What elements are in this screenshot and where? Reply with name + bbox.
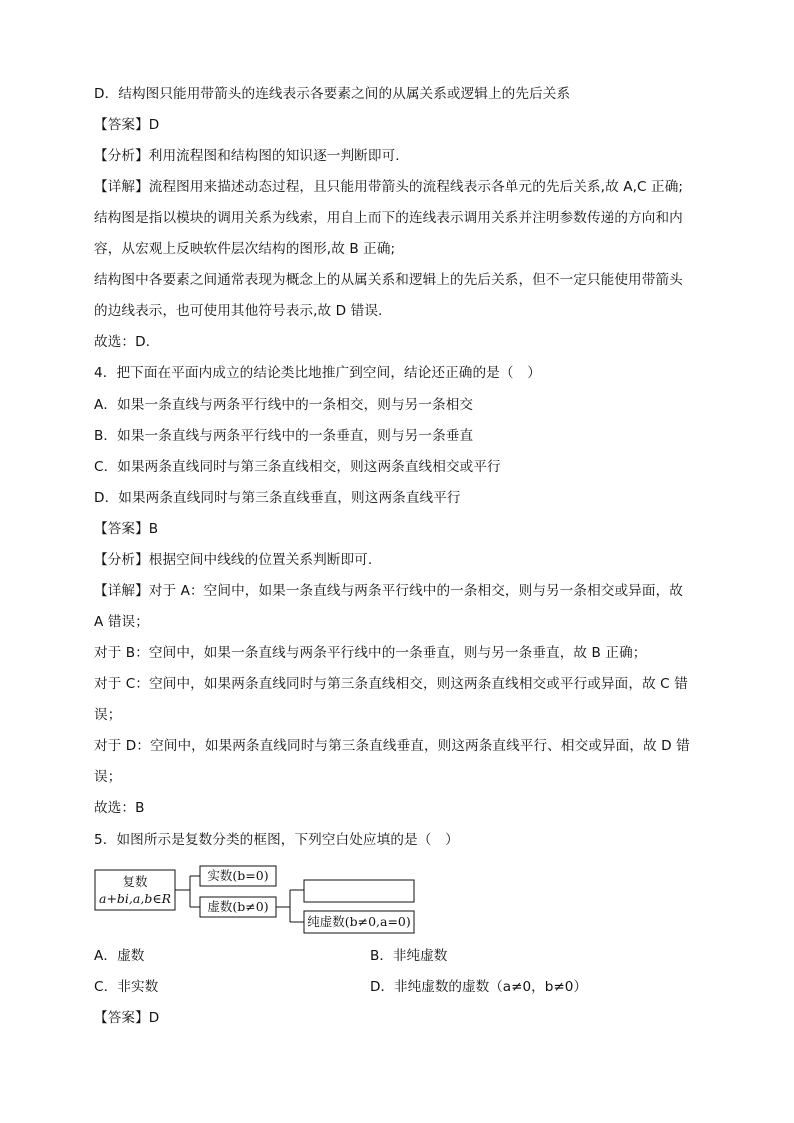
analysis-q3: 【分析】利用流程图和结构图的知识逐一判断即可. (94, 148, 400, 164)
q4-option-a: A．如果一条直线与两条平行线中的一条相交，则与另一条相交 (94, 397, 474, 413)
q4-option-d: D．如果两条直线同时与第三条直线垂直，则这两条直线平行 (94, 490, 461, 506)
answer-q5: 【答案】D (94, 1010, 160, 1026)
answer-q4: 【答案】B (94, 521, 159, 537)
q5-option-a: A．虚数 (94, 948, 145, 964)
explanation-q4-line1: 【详解】对于 A：空间中，如果一条直线与两条平行线中的一条相交，则与另一条相交或异面，故 (94, 583, 683, 599)
complex-formula: a+bi,a,b∈R (99, 891, 171, 906)
explanation-q3-line4: 结构图中各要素之间通常表现为概念上的从属关系和逻辑上的先后关系，但不一定只能使用带箭头 (94, 272, 683, 288)
explanation-q4-line3: 对于 B：空间中，如果一条直线与两条平行线中的一条垂直，则与另一条垂直，故 B 正确； (94, 645, 647, 661)
explanation-q3-line1: 【详解】流程图用来描述动态过程，且只能用带箭头的流程线表示各单元的先后关系,故 A,C 正确; (94, 179, 684, 195)
explanation-q4-line5: 误； (94, 707, 122, 723)
q5-option-b: B．非纯虚数 (370, 948, 448, 964)
choice-q4: 故选：B (94, 800, 145, 816)
explanation-q4-line4: 对于 C：空间中，如果两条直线同时与第三条直线相交，则这两条直线相交或平行或异面，故 C 错 (94, 676, 688, 692)
explanation-q4-line7: 误； (94, 769, 122, 785)
answer-q3: 【答案】D (94, 117, 160, 133)
explanation-q4-line6: 对于 D：空间中，如果两条直线同时与第三条直线垂直，则这两条直线平行、相交或异面，故 D 错 (94, 738, 690, 754)
explanation-q3-line2: 结构图是指以模块的调用关系为线索，用自上而下的连线表示调用关系并注明参数传递的方向和内 (94, 210, 683, 226)
analysis-q4: 【分析】根据空间中线线的位置关系判断即可. (94, 552, 373, 568)
complex-label: 复数 (122, 874, 148, 889)
question-5: 5．如图所示是复数分类的框图，下列空白处应填的是（ ） (94, 832, 459, 848)
option-d-text-q3: D．结构图只能用带箭头的连线表示各要素之间的从属关系或逻辑上的先后关系 (94, 86, 571, 102)
choice-q3: 故选：D. (94, 334, 151, 350)
q5-option-d: D．非纯虚数的虚数（a≠0，b≠0） (370, 979, 588, 995)
complex-number-diagram (94, 860, 424, 938)
explanation-q3-line3: 容，从宏观上反映软件层次结构的图形,故 B 正确; (94, 241, 396, 257)
pure-imaginary-label: 纯虚数(b≠0,a=0) (307, 914, 411, 929)
explanation-q4-line2: A 错误； (94, 614, 149, 630)
q4-option-c: C．如果两条直线同时与第三条直线相交，则这两条直线相交或平行 (94, 459, 501, 475)
blank-box (304, 880, 414, 902)
q4-option-b: B．如果一条直线与两条平行线中的一条垂直，则与另一条垂直 (94, 428, 474, 444)
q5-option-c: C．非实数 (94, 979, 159, 995)
explanation-q3-line5: 的边线表示，也可使用其他符号表示,故 D 错误. (94, 303, 383, 319)
imaginary-label: 虚数(b≠0) (207, 899, 269, 914)
real-label: 实数(b=0) (207, 868, 269, 883)
question-4: 4．把下面在平面内成立的结论类比地推广到空间，结论还正确的是（ ） (94, 365, 541, 381)
